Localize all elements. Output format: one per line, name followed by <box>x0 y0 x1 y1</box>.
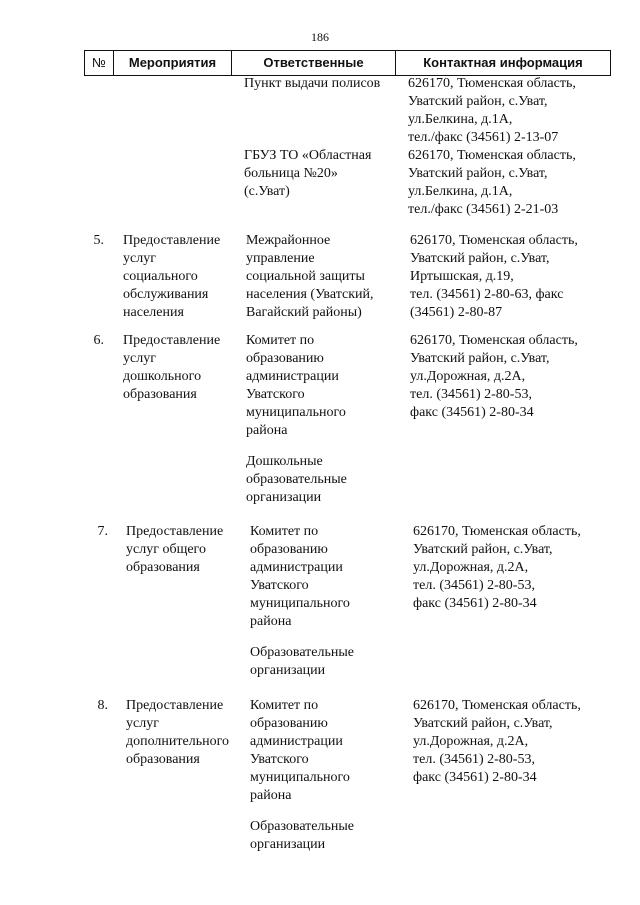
event-cell: Предоставление услуг дополнительного образования <box>126 698 229 767</box>
contact-cell: 626170, Тюменская область, Уватский район, с.Уват, ул.Дорожная, д.2А, тел. (34561) 2-80-53, факс (34561) 2-80-34 <box>413 698 581 785</box>
row-number: 8. <box>97 698 108 713</box>
header-contact: Контактная информация <box>396 51 611 75</box>
contact-cell: 626170, Тюменская область, Уватский район, с.Уват, Иртышская, д.19, тел. (34561) 2-80-63, факс (34561) 2-80-87 <box>410 233 578 320</box>
page-number: 186 <box>311 30 329 44</box>
responsible-cell-secondary: Образовательные организации <box>250 645 354 678</box>
responsible-cell: Комитет по образованию администрации Уватского муниципального района <box>250 524 350 629</box>
header-events: Мероприятия <box>114 51 232 75</box>
row-number: 5. <box>93 233 104 248</box>
header-number: № <box>84 51 114 75</box>
contact-cell: 626170, Тюменская область, Уватский район, с.Уват, ул.Дорожная, д.2А, тел. (34561) 2-80-53, факс (34561) 2-80-34 <box>413 524 581 611</box>
contact-cell: 626170, Тюменская область, Уватский район, с.Уват, ул.Белкина, д.1А, тел./факс (34561) 2-21-03 <box>408 148 576 217</box>
responsible-cell: ГБУЗ ТО «Областная больница №20» (с.Уват) <box>244 148 372 199</box>
table-header <box>84 50 611 76</box>
responsible-cell-secondary: Образовательные организации <box>250 819 354 852</box>
event-cell: Предоставление услуг социального обслуживания населения <box>123 233 221 320</box>
header-responsible: Ответственные <box>232 51 396 75</box>
event-cell: Предоставление услуг общего образования <box>126 524 224 575</box>
event-cell: Предоставление услуг дошкольного образования <box>123 333 221 402</box>
responsible-cell: Комитет по образованию администрации Уватского муниципального района <box>246 333 346 438</box>
responsible-cell: Межрайонное управление социальной защиты населения (Уватский, Вагайский районы) <box>246 233 374 320</box>
contact-cell: 626170, Тюменская область, Уватский район, с.Уват, ул.Белкина, д.1А, тел./факс (34561) 2-13-07 <box>408 76 576 145</box>
responsible-cell: Пункт выдачи полисов <box>244 76 381 91</box>
responsible-cell-secondary: Дошкольные образовательные организации <box>246 454 347 505</box>
responsible-cell: Комитет по образованию администрации Уватского муниципального района <box>250 698 350 803</box>
row-number: 7. <box>97 524 108 539</box>
contact-cell: 626170, Тюменская область, Уватский район, с.Уват, ул.Дорожная, д.2А, тел. (34561) 2-80-53, факс (34561) 2-80-34 <box>410 333 578 420</box>
row-number: 6. <box>93 333 104 348</box>
